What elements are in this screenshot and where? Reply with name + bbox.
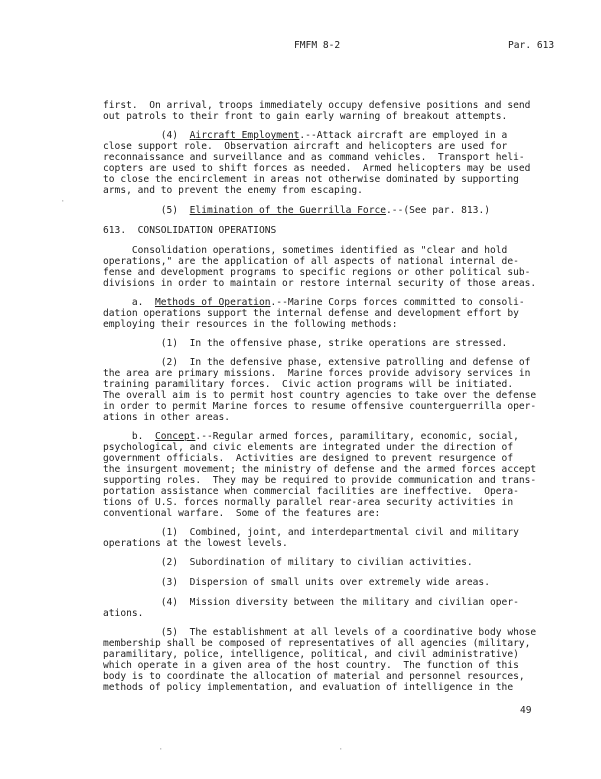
text-line: first. On arrival, troops immediately occupy defensive positions and send <box>103 100 531 111</box>
scan-mark: · <box>60 197 66 207</box>
header-doc-id: FMFM 8-2 <box>294 40 341 51</box>
text-line: the area are primary missions. Marine forces provide advisory services in <box>103 368 531 379</box>
text-line: The overall aim is to permit host country agencies to take over the defense <box>103 390 537 401</box>
text-line: copters are used to shift forces as needed. Armed helicopters may be used <box>103 163 531 174</box>
text-line: psychological, and civic elements are integrated under the direction of <box>103 442 514 453</box>
subheading-title: Elimination of the Guerrilla Force <box>189 205 387 216</box>
text-line: methods of policy implementation, and evaluation of intelligence in the <box>103 682 514 693</box>
text-line <box>103 431 519 442</box>
text-line: body is to coordinate the allocation of material and personnel resources, <box>103 671 525 682</box>
text-line: supporting roles. They may be required to provide communication and trans- <box>103 475 537 486</box>
text-line: (1) In the offensive phase, strike operations are stressed. <box>103 338 508 349</box>
text-line: in order to permit Marine forces to resume offensive counterguerrilla oper- <box>103 401 537 412</box>
header-paragraph-ref: Par. 613 <box>508 40 555 51</box>
text-line: to close the encirclement in areas not otherwise dominated by supporting <box>103 174 519 185</box>
text-line: which operate in a given area of the host country. The function of this <box>103 660 519 671</box>
text-line: arms, and to prevent the enemy from escaping. <box>103 185 363 196</box>
text-line: (2) In the defensive phase, extensive patrolling and defense of <box>103 357 531 368</box>
text-line: membership shall be composed of representatives of all agencies (military, <box>103 638 531 649</box>
text-line <box>103 130 507 141</box>
text-line: 613. CONSOLIDATION OPERATIONS <box>103 225 277 236</box>
line-indent: (4) <box>103 130 190 141</box>
subheading-title: Methods of Operation <box>154 297 271 308</box>
text-line: dation operations support the internal defense and development effort by <box>103 308 519 319</box>
text-line: ations in other areas. <box>103 412 231 423</box>
text-line: fense and development programs to specific regions or other political sub- <box>103 267 531 278</box>
text-line: training paramilitary forces. Civic action programs will be initiated. <box>103 379 514 390</box>
scan-mark: · <box>338 745 344 755</box>
page-number: 49 <box>520 705 532 716</box>
line-text: .--(See par. 813.) <box>386 205 490 216</box>
text-line <box>103 205 490 216</box>
text-line: operations at the lowest levels. <box>103 538 288 549</box>
line-indent: a. <box>103 297 155 308</box>
text-line: government officials. Activities are designed to prevent resurgence of <box>103 453 514 464</box>
text-line: portation assistance when commercial facilities are ineffective. Opera- <box>103 486 519 497</box>
subheading-title: Concept <box>154 431 196 442</box>
text-line: out patrols to their front to gain early warning of breakout attempts. <box>103 111 508 122</box>
text-line: Consolidation operations, sometimes identified as "clear and hold <box>103 245 508 256</box>
line-indent: (5) <box>103 205 190 216</box>
text-line: ations. <box>103 608 144 619</box>
text-line: divisions in order to maintain or restore internal security of those areas. <box>103 278 537 289</box>
text-line: close support role. Observation aircraft and helicopters are used for <box>103 141 508 152</box>
text-line: employing their resources in the following methods: <box>103 319 398 330</box>
text-line: (1) Combined, joint, and interdepartmental civil and military <box>103 527 519 538</box>
text-line: (2) Subordination of military to civilian activities. <box>103 557 473 568</box>
text-line <box>103 297 525 308</box>
text-line: paramilitary, police, intelligence, political, and civil administrative) <box>103 649 519 660</box>
line-indent: b. <box>103 431 155 442</box>
text-line: conventional warfare. Some of the features are: <box>103 508 381 519</box>
text-line: tions of U.S. forces normally parallel rear-area security activities in <box>103 497 514 508</box>
subheading-title: Aircraft Employment <box>189 130 300 141</box>
scan-mark: · <box>158 745 164 755</box>
line-text: .--Attack aircraft are employed in a <box>299 130 508 141</box>
text-line: reconnaissance and surveillance and as command vehicles. Transport heli- <box>103 152 525 163</box>
text-line: (4) Mission diversity between the military and civilian oper- <box>103 597 519 608</box>
text-line: (3) Dispersion of small units over extremely wide areas. <box>103 577 490 588</box>
text-line: (5) The establishment at all levels of a coordinative body whose <box>103 627 537 638</box>
line-text: .--Regular armed forces, paramilitary, economic, social, <box>195 431 519 442</box>
text-line: operations," are the application of all aspects of national internal de- <box>103 256 519 267</box>
text-line: the insurgent movement; the ministry of defense and the armed forces accept <box>103 464 537 475</box>
line-text: .--Marine Corps forces committed to consoli- <box>270 297 525 308</box>
